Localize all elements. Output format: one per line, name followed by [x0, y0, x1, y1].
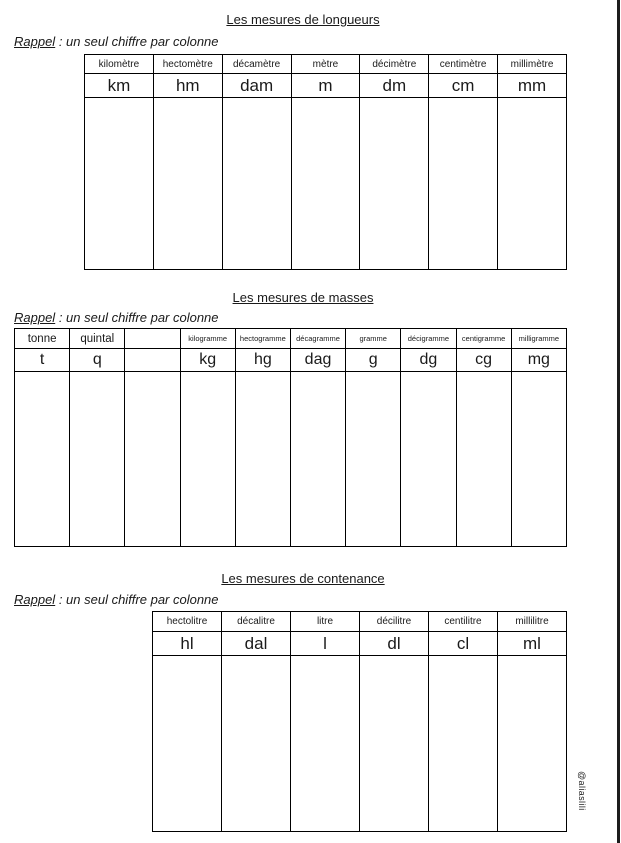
answer-cell: [456, 372, 511, 547]
column-header: décimètre: [360, 55, 429, 74]
column-abbr: hm: [153, 74, 222, 98]
unit-name-row: [85, 55, 567, 74]
column-header: milligramme: [511, 329, 566, 349]
unit-abbr-row: [153, 632, 567, 656]
column-abbr: dg: [401, 349, 456, 372]
page-edge-line: [617, 0, 620, 843]
answer-cell: [511, 372, 566, 547]
answer-cell: [153, 656, 222, 832]
column-abbr: kg: [180, 349, 235, 372]
answer-cell: [153, 98, 222, 270]
reminder-line-capacity: [14, 592, 219, 608]
answer-cell: [360, 98, 429, 270]
column-abbr-empty: [125, 349, 180, 372]
column-abbr: cg: [456, 349, 511, 372]
answer-row: [15, 372, 567, 547]
column-header: quintal: [70, 329, 125, 349]
column-header: décigramme: [401, 329, 456, 349]
capacity-table: [152, 611, 567, 832]
column-header: centilitre: [429, 612, 498, 632]
section-title-capacity: [0, 571, 606, 587]
section-title-masses: [0, 290, 606, 306]
column-header: décilitre: [360, 612, 429, 632]
answer-cell: [498, 656, 567, 832]
column-header: centigramme: [456, 329, 511, 349]
author-credit-vertical-text: @aliaslili: [577, 771, 587, 811]
column-abbr: l: [291, 632, 360, 656]
reminder-text: : un seul chiffre par colonne: [55, 592, 219, 607]
column-abbr: hl: [153, 632, 222, 656]
answer-cell: [291, 98, 360, 270]
unit-name-row: [15, 329, 567, 349]
section-title-text: Les mesures de longueurs: [226, 12, 380, 27]
answer-cell: [346, 372, 401, 547]
column-abbr: q: [70, 349, 125, 372]
reminder-text: : un seul chiffre par colonne: [55, 34, 219, 49]
unit-abbr-row: [85, 74, 567, 98]
answer-cell: [125, 372, 180, 547]
reminder-line-masses: [14, 310, 219, 326]
column-header: hectolitre: [153, 612, 222, 632]
answer-cell: [360, 656, 429, 832]
reminder-text: : un seul chiffre par colonne: [55, 310, 219, 325]
masses-table: [14, 328, 567, 547]
column-header: kilogramme: [180, 329, 235, 349]
answer-cell: [235, 372, 290, 547]
answer-cell: [15, 372, 70, 547]
answer-cell: [429, 98, 498, 270]
unit-name-row: [153, 612, 567, 632]
column-header: décalitre: [222, 612, 291, 632]
column-header: gramme: [346, 329, 401, 349]
column-abbr: cm: [429, 74, 498, 98]
column-header: millilitre: [498, 612, 567, 632]
column-abbr: g: [346, 349, 401, 372]
lengths-table: [84, 54, 567, 270]
column-abbr: ml: [498, 632, 567, 656]
answer-row: [153, 656, 567, 832]
column-abbr: mg: [511, 349, 566, 372]
column-header: décagramme: [290, 329, 345, 349]
column-header: centimètre: [429, 55, 498, 74]
column-abbr: t: [15, 349, 70, 372]
column-abbr: hg: [235, 349, 290, 372]
column-abbr: dal: [222, 632, 291, 656]
column-abbr: mm: [498, 74, 567, 98]
column-abbr: dm: [360, 74, 429, 98]
section-title-lengths: [0, 12, 606, 28]
column-abbr: km: [85, 74, 154, 98]
answer-cell: [222, 656, 291, 832]
answer-cell: [70, 372, 125, 547]
column-abbr: cl: [429, 632, 498, 656]
column-header: tonne: [15, 329, 70, 349]
column-header: décamètre: [222, 55, 291, 74]
answer-cell: [180, 372, 235, 547]
reminder-line-lengths: [14, 34, 219, 50]
answer-cell: [291, 656, 360, 832]
column-header: kilomètre: [85, 55, 154, 74]
section-title-text: Les mesures de masses: [232, 290, 374, 305]
answer-cell: [498, 98, 567, 270]
answer-cell: [290, 372, 345, 547]
column-abbr: dam: [222, 74, 291, 98]
answer-row: [85, 98, 567, 270]
column-header: litre: [291, 612, 360, 632]
column-abbr: dl: [360, 632, 429, 656]
section-title-text: Les mesures de contenance: [221, 571, 385, 586]
column-header: mètre: [291, 55, 360, 74]
column-abbr: m: [291, 74, 360, 98]
column-header: millimètre: [498, 55, 567, 74]
reminder-label: Rappel: [14, 310, 56, 325]
answer-cell: [85, 98, 154, 270]
column-header: hectogramme: [235, 329, 290, 349]
column-abbr: dag: [290, 349, 345, 372]
answer-cell: [222, 98, 291, 270]
reminder-label: Rappel: [14, 34, 56, 49]
answer-cell: [401, 372, 456, 547]
answer-cell: [429, 656, 498, 832]
unit-abbr-row: [15, 349, 567, 372]
reminder-label: Rappel: [14, 592, 56, 607]
column-header: hectomètre: [153, 55, 222, 74]
column-header-empty: [125, 329, 180, 349]
